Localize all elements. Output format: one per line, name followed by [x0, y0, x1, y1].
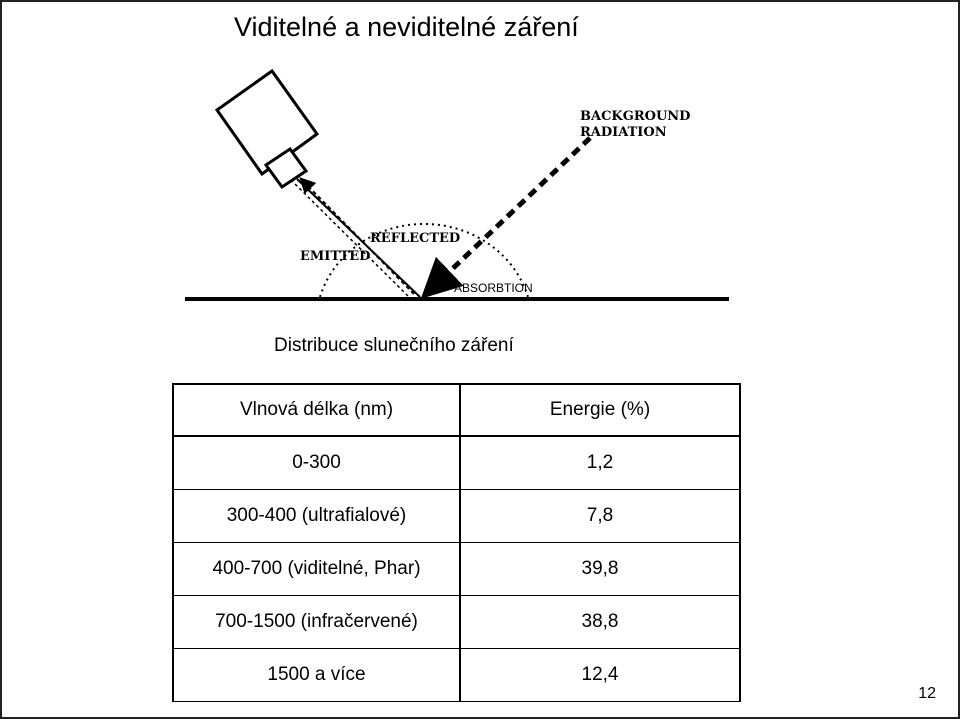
background-ray	[428, 138, 590, 292]
cell-energy: 1,2	[460, 436, 740, 490]
slide-title: Viditelné a neviditelné záření	[234, 12, 579, 42]
label-emitted: EMITTED	[300, 249, 371, 264]
cell-energy: 12,4	[460, 649, 740, 702]
cell-wavelength: 400-700 (viditelné, Phar)	[173, 543, 460, 596]
table-row	[173, 596, 740, 649]
label-absorption: ABSORBTION	[454, 281, 533, 295]
label-reflected: REFLECTED	[370, 231, 461, 246]
cell-wavelength: 1500 a více	[173, 649, 460, 702]
header-wavelength: Vlnová délka (nm)	[173, 384, 460, 436]
table-caption: Distribuce slunečního záření	[274, 335, 514, 356]
table-row	[173, 649, 740, 702]
table-header-row	[173, 384, 740, 436]
cell-energy: 38,8	[460, 596, 740, 649]
cell-energy: 39,8	[460, 543, 740, 596]
page-number: 12	[918, 685, 936, 702]
header-energy: Energie (%)	[460, 384, 740, 436]
sensor-icon	[217, 71, 317, 187]
table-row	[173, 543, 740, 596]
cell-energy: 7,8	[460, 490, 740, 543]
label-background-1: BACKGROUND	[580, 109, 691, 124]
energy-distribution-table	[172, 383, 741, 702]
label-background-2: RADIATION	[580, 125, 667, 140]
table-row	[173, 490, 740, 543]
radiation-diagram	[182, 68, 732, 308]
table-row	[173, 436, 740, 490]
cell-wavelength: 300-400 (ultrafialové)	[173, 490, 460, 543]
cell-wavelength: 700-1500 (infračervené)	[173, 596, 460, 649]
cell-wavelength: 0-300	[173, 436, 460, 490]
